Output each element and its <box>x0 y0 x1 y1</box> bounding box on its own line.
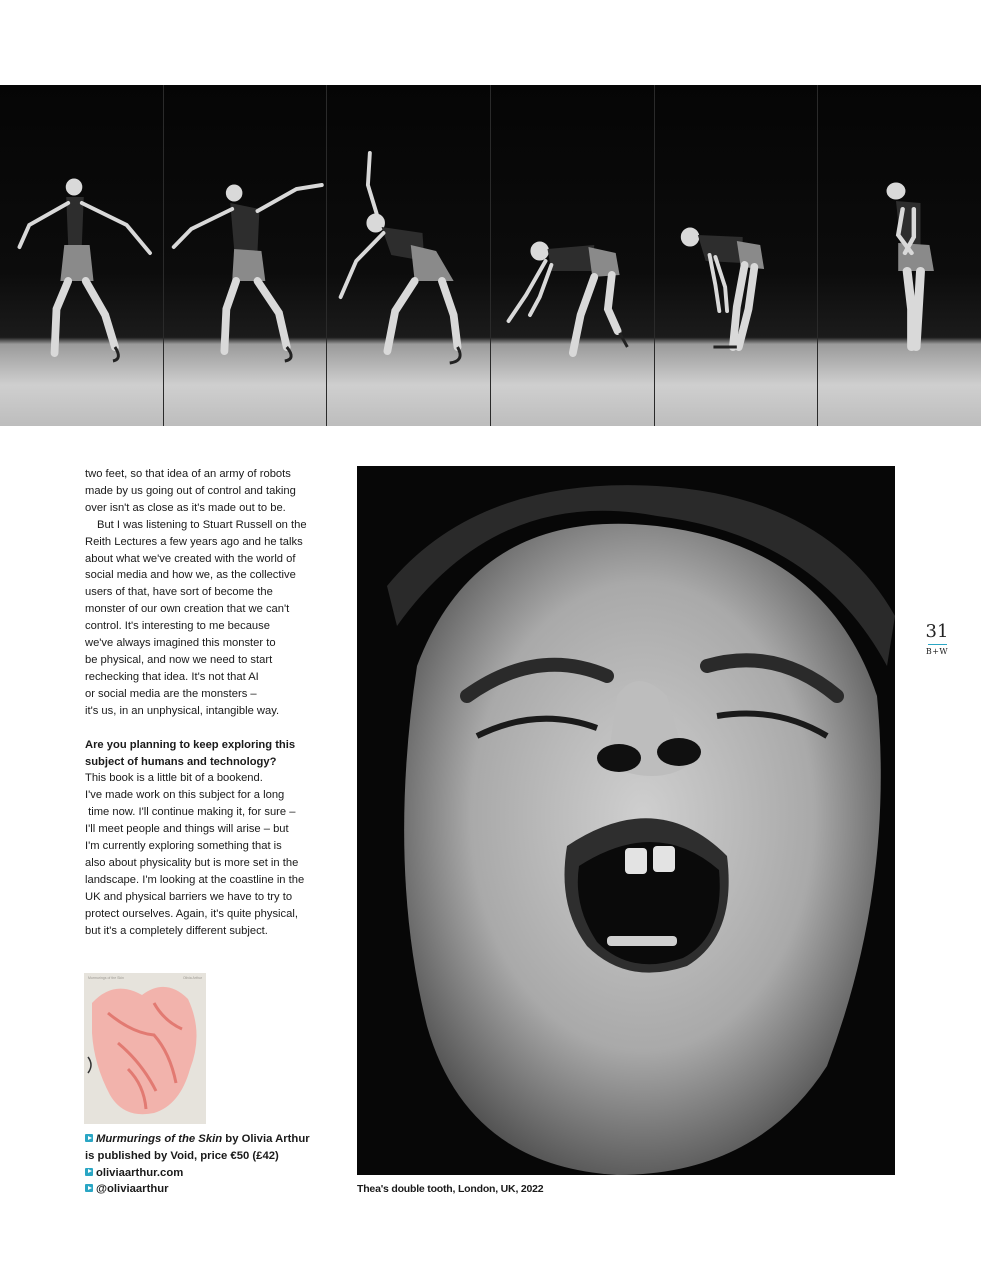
website-line <box>85 1165 335 1182</box>
book-publisher-line: is published by Void, price €50 (£42) <box>85 1149 279 1162</box>
book-author: by Olivia Arthur <box>222 1133 310 1145</box>
text-line: be physical, and now we need to start <box>85 653 273 666</box>
text-line: monster of our own creation that we can't <box>85 603 290 616</box>
photo-caption: Thea's double tooth, London, UK, 2022 <box>357 1183 544 1195</box>
dancer-frame-3 <box>327 85 491 426</box>
magazine-mark: B+W <box>925 647 949 656</box>
interview-answer <box>85 770 330 939</box>
page-number: 31 <box>925 621 949 642</box>
dancer-photo-strip <box>0 85 981 426</box>
text-line: landscape. I'm looking at the coastline in the <box>85 873 305 886</box>
text-line: protect ourselves. Again, it's quite physical, <box>85 907 298 920</box>
page-folio <box>922 622 952 656</box>
social-line <box>85 1181 335 1198</box>
play-bullet-icon <box>85 1168 93 1176</box>
interview-question <box>85 737 330 771</box>
text-line: This book is a little bit of a bookend. <box>85 772 263 785</box>
paragraph-1 <box>85 466 330 517</box>
text-line: UK and physical barriers we have to try to <box>85 890 293 903</box>
article-body <box>85 466 330 939</box>
text-line: also about physicality but is more set in the <box>85 856 299 869</box>
dancer-frame-2 <box>164 85 328 426</box>
text-line: two feet, so that idea of an army of robots <box>85 468 291 480</box>
text-line: it's us, in an unphysical, intangible way. <box>85 704 280 717</box>
text-line: made by us going out of control and taking <box>85 484 296 497</box>
text-line: Reith Lectures a few years ago and he talks <box>85 535 303 548</box>
text-line: time now. I'll continue making it, for sure – <box>85 806 296 819</box>
paragraph-2 <box>85 517 330 720</box>
text-line: or social media are the monsters – <box>85 687 257 700</box>
book-title: Murmurings of the Skin <box>96 1133 223 1145</box>
text-line: control. It's interesting to me because <box>85 620 270 633</box>
book-cover-image <box>84 973 206 1124</box>
book-cover-title: Murmurings of the Skin <box>88 976 124 980</box>
text-line: rechecking that idea. It's not that AI <box>85 670 259 683</box>
dancer-frame-6 <box>818 85 981 426</box>
play-bullet-icon <box>85 1134 93 1142</box>
portrait-photo <box>357 466 895 1175</box>
folio-rule <box>928 644 947 645</box>
text-line: I've made work on this subject for a long <box>85 789 285 802</box>
dancer-frame-1 <box>0 85 164 426</box>
text-line: about what we've created with the world of <box>85 552 296 565</box>
play-bullet-icon <box>85 1184 93 1192</box>
book-credit-line <box>85 1131 335 1148</box>
dancer-frame-5 <box>655 85 819 426</box>
text-line: I'm currently exploring something that is <box>85 840 282 853</box>
book-info <box>85 1131 335 1198</box>
book-cover-author: Olivia Arthur <box>182 976 202 980</box>
text-line: but it's a completely different subject. <box>85 924 268 937</box>
text-line: Are you planning to keep exploring this <box>85 738 296 751</box>
text-line: But I was listening to Stuart Russell on the <box>97 518 307 531</box>
text-line: I'll meet people and things will arise – but <box>85 823 289 836</box>
social-handle-link[interactable]: @oliviaarthur <box>96 1183 169 1196</box>
text-line: over isn't as close as it's made out to be. <box>85 501 286 514</box>
text-line: subject of humans and technology? <box>85 755 277 768</box>
text-line: users of that, have sort of become the <box>85 586 273 599</box>
text-line: social media and how we, as the collective <box>85 569 296 582</box>
website-link[interactable]: oliviaarthur.com <box>96 1166 184 1179</box>
text-line: we've always imagined this monster to <box>85 637 276 650</box>
dancer-frame-4 <box>491 85 655 426</box>
